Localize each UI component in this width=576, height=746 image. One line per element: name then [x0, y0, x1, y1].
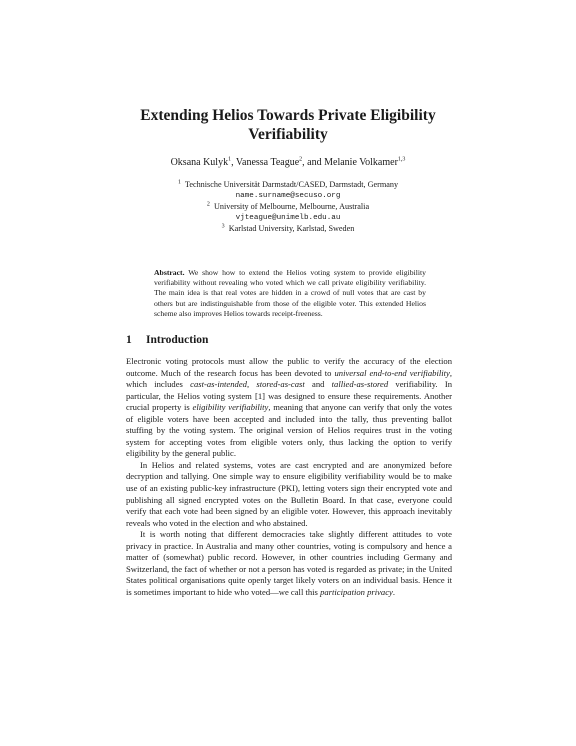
affiliation — [60, 224, 516, 235]
author-affiliation-mark: 1 — [228, 156, 232, 163]
abstract-text: We show how to extend the Helios voting system to provide eligibility verifiability without revealing who voted which we call private eligibility verifiability. The main idea is that real votes are hidden in a crowd of null votes that are cast by others but are indistinguishable from those of the eligible voter. This extended Helios scheme also improves Helios towards receipt-freeness. — [154, 268, 426, 318]
author-name: Melanie Volkamer — [324, 157, 398, 168]
emphasis: tallied-as-stored — [331, 379, 389, 390]
affiliation-number: 2 — [206, 201, 210, 208]
text-run: , — [246, 379, 257, 390]
paragraph: In Helios and related systems, votes are cast encrypted and are anonymized before decryption and tallying. One simple way to ensure eligibility verifiability would be to make use of an existing public-key infrastructure (PKI), letting voters sign their encrypted vote and publishing all signed encrypted votes on the Bulletin Board. In that case, everyone could verify that each vote had been signed by an eligible voter. However, this approach inevitably reveals who voted in the election and who abstained. — [126, 459, 452, 528]
affiliation-text: University of Melbourne, Melbourne, Australia — [214, 201, 370, 211]
author-affiliation-mark: 2 — [299, 156, 303, 163]
affiliation-number: 3 — [221, 222, 225, 229]
abstract — [154, 268, 426, 319]
affiliation-email: vjteague@unimelb.edu.au — [235, 213, 341, 222]
text-run: . — [392, 586, 396, 597]
affiliation-list — [60, 180, 516, 235]
text-run: and — [304, 379, 332, 390]
paragraph — [126, 356, 452, 460]
emphasis: universal end-to-end verifiability — [334, 367, 450, 378]
affiliation-text: Karlstad University, Karlstad, Sweden — [228, 223, 355, 233]
affiliation — [60, 180, 516, 191]
body-text — [126, 356, 452, 598]
section-number: 1 — [126, 334, 132, 346]
emphasis: stored-as-cast — [256, 379, 305, 390]
text-run: , meaning that anyone can verify that only the votes of eligible voters have been accepted and included into the tally, thus preventing ballot stuffing by the voting system. The original version of Helios requires trust in the voting system for accepting votes from eligible voters only, thus lacking the option to verify eligibility by the general public. — [126, 402, 453, 459]
author-affiliation-mark: 1,3 — [397, 156, 406, 163]
affiliation-email: name.surname@secuso.org — [235, 191, 341, 200]
affiliation — [60, 202, 516, 213]
affiliation-text: Technische Universität Darmstadt/CASED, Darmstadt, Germany — [184, 180, 399, 189]
paragraph — [126, 529, 452, 598]
text-run: , which includes — [126, 367, 452, 390]
author-separator: , and — [302, 157, 325, 168]
text-run: Electronic voting protocols must allow the public to verify the accuracy of the election outcome. Much of the research focus has been devoted to — [126, 356, 452, 378]
emphasis: participation privacy — [320, 586, 393, 597]
paper-title: Extending Helios Towards Private Eligibility Verifiability — [140, 107, 436, 143]
emphasis: cast-as-intended — [190, 379, 247, 390]
section-heading — [126, 334, 208, 346]
text-run: It is worth noting that different democracies take slightly different attitudes to vote privacy in practice. In Australia and many other countries, voting is compulsory and hence a matter of (somewhat) public record. However, in other countries including Germany and Switzerland, the fact of whether or not a person has voted is regarded as private; in the United States political organisations quite openly target likely voters on an individual basis. Hence it is sometimes important to hide who voted—we call this — [126, 529, 452, 597]
author-name: Oksana Kulyk — [170, 157, 229, 168]
emphasis: eligibility verifiability — [192, 402, 269, 413]
section-title: Introduction — [146, 334, 209, 346]
author-name: Vanessa Teague — [235, 157, 300, 168]
text-run: verifiability. In particular, the Helios voting system [1] was designed to ensure these requirements. Another crucial property is — [126, 379, 452, 413]
affiliation-number: 1 — [177, 179, 181, 186]
abstract-label: Abstract. — [154, 268, 185, 277]
author-separator: , — [231, 157, 236, 168]
author-list — [60, 157, 516, 169]
